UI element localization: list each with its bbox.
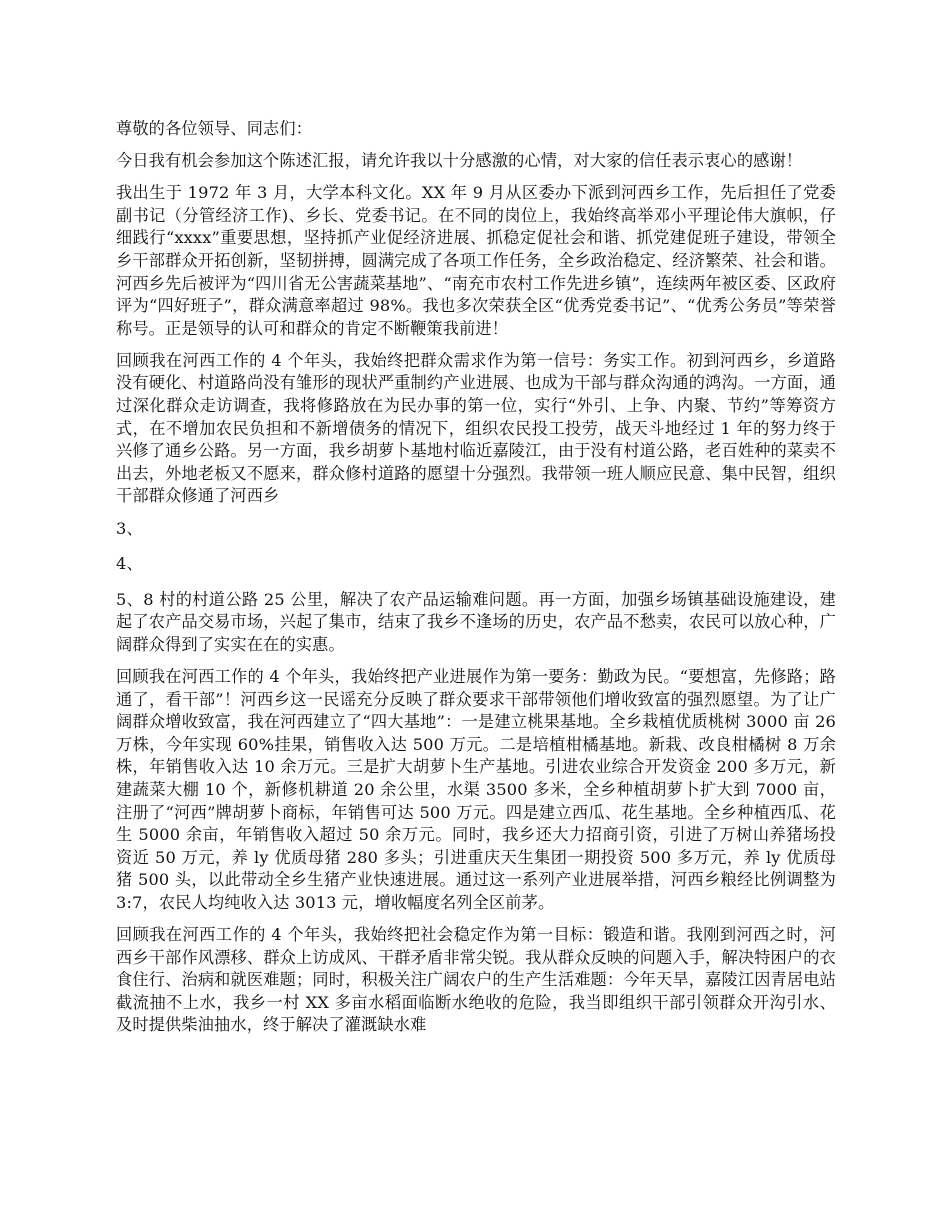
list-item-3: 3、 <box>116 518 143 538</box>
paragraph-stability: 回顾我在河西工作的 4 个年头，我始终把社会稳定作为第一目标：锻造和谐。我刚到河西之时，河西乡干部作风漂移、群众上访成风、干群矛盾非常尖锐。我从群众反映的问题入手，解决特困户的衣食住行、治病和就医难题；同时，积极关注广阔农户的生产生活难题：今年天旱，嘉陵江因青居电站截流抽不上水，我乡一村 XX 多亩水稻面临断水绝收的危险，我当即组织干部引领群众开沟引水、及时提供柴油抽水，终于解决了灌溉缺水难 <box>116 925 836 1035</box>
paragraph-industry: 回顾我在河西工作的 4 个年头，我始终把产业进展作为第一要务：勤政为民。“要想富，先修路；路通了，看干部”！河西乡这一民谣充分反映了群众要求干部带领他们增收致富的强烈愿望。为了让广阔群众增收致富，我在河西建立了“四大基地”：一是建立桃果基地。全乡栽植优质桃树 3000 亩 26 万株，今年实现 60%挂果，销售收入达 500 万元。二是培植柑橘基地。新栽、改良柑橘树 8 万余株，年销售收入达 10 余万元。三是扩大胡萝卜生产基地。引进农业综合开发资金 200 多万元，新建蔬菜大棚 10 个，新修机耕道 20 余公里，水渠 3500 多米，全乡种植胡萝卜扩大到 7000 亩，注册了“河西”牌胡萝卜商标，年销售可达 500 万元。四是建立西瓜、花生基地。全乡种植西瓜、花生 5000 余亩，年销售收入超过 50 余万元。同时，我乡还大力招商引资，引进了万树山养猪场投资近 50 万元，养 ly 优质母猪 280 多头；引进重庆天生集团一期投资 500 多万元，养 ly 优质母猪 500 头，以此带动全乡生猪产业快速进展。通过这一系列产业进展举措，河西乡粮经比例调整为 3:7，农民人均纯收入达 3013 元，增收幅度名列全区前茅。 <box>116 666 836 912</box>
paragraph-thanks: 今日我有机会参加这个陈述汇报，请允许我以十分感激的心情，对大家的信任表示衷心的感谢！ <box>116 151 803 171</box>
paragraph-background: 我出生于 1972 年 3 月，大学本科文化。XX 年 9 月从区委办下派到河西乡工作，先后担任了党委副书记（分管经济工作)、乡长、党委书记。在不同的岗位上，我始终高举邓小平理论伟大旗帜，仔细践行“xxxx”重要思想，坚持抓产业促经济进展、抓稳定促社会和谐、抓党建促班子建设，带领全乡干部群众开拓创新，坚韧拼搏，圆满完成了各项工作任务，全乡政治稳定、经济繁荣、社会和谐。河西乡先后被评为“四川省无公害蔬菜基地”、“南充市农村工作先进乡镇”，连续两年被区委、区政府评为“四好班子”，群众满意率超过 98%。我也多次荣获全区“优秀党委书记”、“优秀公务员”等荣誉称号。正是领导的认可和群众的肯定不断鞭策我前进！ <box>116 183 836 338</box>
paragraph-roads: 回顾我在河西工作的 4 个年头，我始终把群众需求作为第一信号：务实工作。初到河西乡，乡道路没有硬化、村道路尚没有雏形的现状严重制约产业进展、也成为干部与群众沟通的鸿沟。一方面，通过深化群众走访调查，我将修路放在为民办事的第一位，实行“外引、上争、内聚、节约”等筹资方式，在不增加农民负担和不新增债务的情况下，组织农民投工投劳，战天斗地经过 1 年的努力终于兴修了通乡公路。另一方面，我乡胡萝卜基地村临近嘉陵江，由于没有村道公路，老百姓种的菜卖不出去，外地老板又不愿来，群众修村道路的愿望十分强烈。我带领一班人顺应民意、集中民智，组织干部群众修通了河西乡 <box>116 350 836 506</box>
paragraph-village-roads: 5、8 村的村道公路 25 公里，解决了农产品运输难问题。再一方面，加强乡场镇基础设施建设，建起了农产品交易市场，兴起了集市，结束了我乡不逢场的历史，农产品不愁卖，农民可以放心种，广阔群众得到了实实在在的实惠。 <box>116 589 836 654</box>
greeting: 尊敬的各位领导、同志们： <box>116 119 313 138</box>
list-item-4: 4、 <box>116 554 143 574</box>
document-page <box>116 118 836 1046</box>
